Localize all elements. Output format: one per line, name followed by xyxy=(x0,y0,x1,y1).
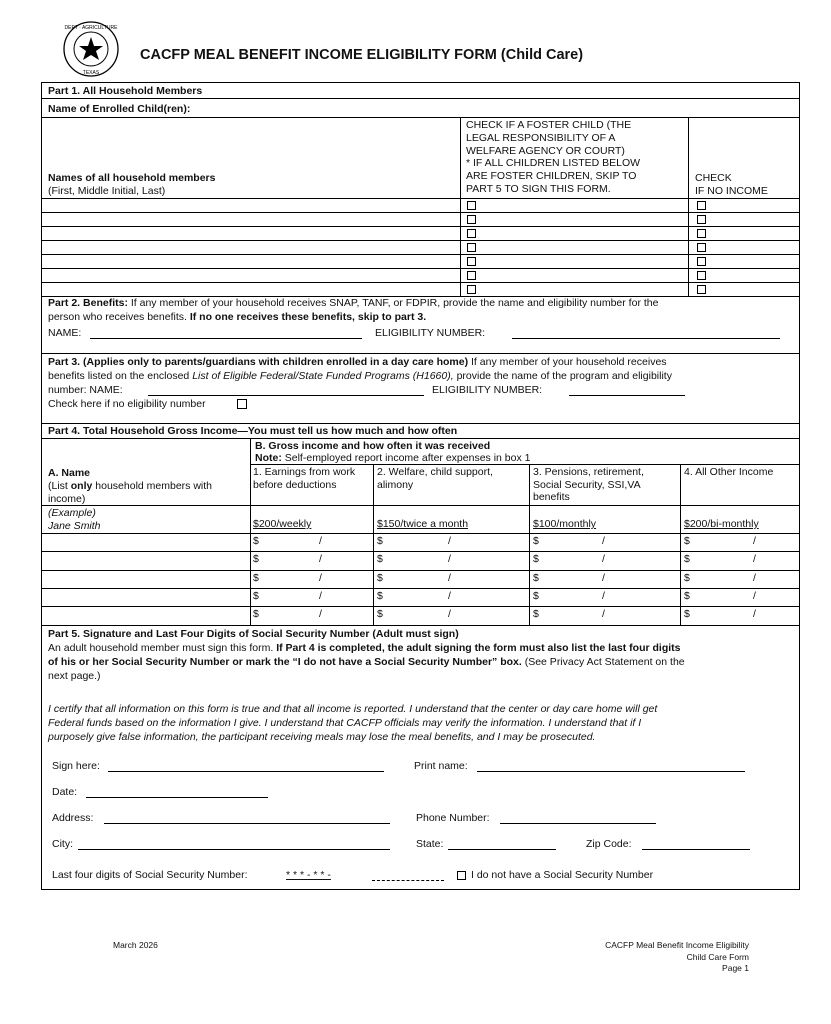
income-a-sub1: (List only household members with xyxy=(48,480,213,492)
income-row-2-col-3-dollar: $ xyxy=(533,553,539,565)
income-row-4-col-1-dollar: $ xyxy=(253,590,259,602)
no-income-checkbox-5[interactable] xyxy=(697,257,706,266)
example-label: (Example) xyxy=(48,507,96,519)
no-income-checkbox-2[interactable] xyxy=(697,215,706,224)
income-row-5-col-3-slash: / xyxy=(602,608,605,620)
income-a-name-heading: A. Name xyxy=(48,467,91,479)
income-row-1-col-3-dollar: $ xyxy=(533,535,539,547)
state-field[interactable] xyxy=(448,849,556,850)
certification-line-3: purposely give false information, the participant receiving meals may lose the meal benefits, and I may be prosecuted. xyxy=(48,731,596,743)
zip-field[interactable] xyxy=(642,849,750,850)
foster-checkbox-3[interactable] xyxy=(467,229,476,238)
no-income-checkbox-4[interactable] xyxy=(697,243,706,252)
part3-no-elig-label: Check here if no eligibility number xyxy=(48,398,206,410)
part4-heading: Part 4. Total Household Gross Income—You must tell us how much and how often xyxy=(48,425,458,437)
footer-date: March 2026 xyxy=(113,940,158,950)
foster-checkbox-6[interactable] xyxy=(467,271,476,280)
income-row-1-col-4-dollar: $ xyxy=(684,535,690,547)
part1-heading: Part 1. All Household Members xyxy=(48,85,203,97)
certification-line-2: Federal funds based on the information I give. I understand that CACFP officials may verify the information. I understand that if I xyxy=(48,717,642,729)
signature-field[interactable] xyxy=(108,771,384,772)
part2-line1: Part 2. Benefits: If any member of your household receives SNAP, TANF, or FDPIR, provide the name and eligibility number for the xyxy=(48,297,659,309)
svg-text:TEXAS: TEXAS xyxy=(82,70,100,76)
income-row-2-col-2-slash: / xyxy=(448,553,451,565)
phone-label: Phone Number: xyxy=(416,812,490,824)
city-field[interactable] xyxy=(78,849,390,850)
income-row-1-col-2-dollar: $ xyxy=(377,535,383,547)
income-row-3-col-1-slash: / xyxy=(319,572,322,584)
income-row-4-col-4-slash: / xyxy=(753,590,756,602)
income-row-4-col-3-dollar: $ xyxy=(533,590,539,602)
texas-agriculture-seal-icon xyxy=(62,20,120,78)
foster-checkbox-4[interactable] xyxy=(467,243,476,252)
no-income-checkbox-6[interactable] xyxy=(697,271,706,280)
income-row-1-col-2-slash: / xyxy=(448,535,451,547)
part5-heading: Part 5. Signature and Last Four Digits of Social Security Number (Adult must sign) xyxy=(48,628,459,640)
income-row-1-col-1-slash: / xyxy=(319,535,322,547)
income-row-5-col-3-dollar: $ xyxy=(533,608,539,620)
foster-checkbox-7[interactable] xyxy=(467,285,476,294)
income-row-3-col-4-dollar: $ xyxy=(684,572,690,584)
income-row-4-col-4-dollar: $ xyxy=(684,590,690,602)
income-row-3-col-2-slash: / xyxy=(448,572,451,584)
no-income-header: CHECK IF NO INCOME xyxy=(695,172,768,197)
income-row-3-col-3-dollar: $ xyxy=(533,572,539,584)
example-welfare: $150/twice a month xyxy=(377,518,469,530)
part3-line1: Part 3. (Applies only to parents/guardians with children enrolled in a day care home) If any member of your household receives xyxy=(48,356,667,368)
part5-line1: An adult household member must sign this form. If Part 4 is completed, the adult signing the form must also list the last four digits xyxy=(48,642,681,654)
part3-line2: benefits listed on the enclosed List of Eligible Federal/State Funded Programs (H1660), provide the name of the program and eligibility xyxy=(48,370,672,382)
example-pension: $100/monthly xyxy=(533,518,597,530)
income-row-2-col-3-slash: / xyxy=(602,553,605,565)
income-row-2-col-4-dollar: $ xyxy=(684,553,690,565)
foster-child-instructions: CHECK IF A FOSTER CHILD (THE LEGAL RESPONSIBILITY OF A WELFARE AGENCY OR COURT) * IF ALL CHILDREN LISTED BELOW ARE FOSTER CHILDREN, SKIP TO PART 5 TO SIGN THIS FORM. xyxy=(466,119,641,195)
part3-elig-field[interactable] xyxy=(569,395,685,396)
foster-checkbox-5[interactable] xyxy=(467,257,476,266)
example-earnings: $200/weekly xyxy=(253,518,312,530)
date-field[interactable] xyxy=(86,797,268,798)
income-row-5-col-1-dollar: $ xyxy=(253,608,259,620)
household-names-sub: (First, Middle Initial, Last) xyxy=(48,185,166,197)
income-row-5-col-2-slash: / xyxy=(448,608,451,620)
no-income-checkbox-7[interactable] xyxy=(697,285,706,294)
part2-elig-field[interactable] xyxy=(512,338,780,339)
income-row-5-col-1-slash: / xyxy=(319,608,322,620)
income-row-2-col-1-slash: / xyxy=(319,553,322,565)
no-ssn-label: I do not have a Social Security Number xyxy=(471,869,654,881)
ssn-mask: * * * - * * - xyxy=(286,869,331,881)
example-other: $200/bi-monthly xyxy=(684,518,759,530)
certification-line-1: I certify that all information on this form is true and that all income is reported. I understand that the center or day care home will get xyxy=(48,703,658,715)
part3-name-field[interactable] xyxy=(148,395,424,396)
income-b-heading: B. Gross income and how often it was received xyxy=(255,440,491,452)
foster-checkbox-1[interactable] xyxy=(467,201,476,210)
footer-form-info: CACFP Meal Benefit Income Eligibility Child Care Form Page 1 xyxy=(605,940,749,973)
income-row-4-col-1-slash: / xyxy=(319,590,322,602)
eligibility-form xyxy=(41,82,800,890)
income-row-3-col-3-slash: / xyxy=(602,572,605,584)
part3-name-label: number: NAME: xyxy=(48,384,123,396)
no-income-checkbox-3[interactable] xyxy=(697,229,706,238)
household-names-heading: Names of all household members xyxy=(48,172,216,184)
col3-header: 3. Pensions, retirement, Social Security, SSI,VA benefits xyxy=(533,466,644,503)
income-row-2-col-4-slash: / xyxy=(753,553,756,565)
print-name-label: Print name: xyxy=(414,760,468,772)
part5-line3: next page.) xyxy=(48,670,101,682)
example-name: Jane Smith xyxy=(48,520,101,532)
sign-label: Sign here: xyxy=(52,760,100,772)
print-name-field[interactable] xyxy=(477,771,745,772)
zip-label: Zip Code: xyxy=(586,838,632,850)
income-row-5-col-4-slash: / xyxy=(753,608,756,620)
svg-text:DEPT · AGRICULTURE: DEPT · AGRICULTURE xyxy=(64,25,118,31)
foster-checkbox-2[interactable] xyxy=(467,215,476,224)
form-title: CACFP MEAL BENEFIT INCOME ELIGIBILITY FORM (Child Care) xyxy=(140,47,584,63)
income-row-3-col-4-slash: / xyxy=(753,572,756,584)
address-label: Address: xyxy=(52,812,94,824)
income-row-3-col-2-dollar: $ xyxy=(377,572,383,584)
income-row-1-col-4-slash: / xyxy=(753,535,756,547)
enrolled-children-label: Name of Enrolled Child(ren): xyxy=(48,103,191,115)
ssn-label: Last four digits of Social Security Number: xyxy=(52,869,248,881)
income-row-1-col-1-dollar: $ xyxy=(253,535,259,547)
state-label: State: xyxy=(416,838,444,850)
income-row-4-col-2-dollar: $ xyxy=(377,590,383,602)
income-a-sub2: income) xyxy=(48,493,86,505)
col1-header: 1. Earnings from work before deductions xyxy=(253,466,356,491)
income-row-5-col-4-dollar: $ xyxy=(684,608,690,620)
part2-name-label: NAME: xyxy=(48,327,82,339)
part2-name-field[interactable] xyxy=(90,338,362,339)
ssn-last-four-field[interactable] xyxy=(372,880,444,881)
part2-line2: person who receives benefits. If no one receives these benefits, skip to part 3. xyxy=(48,311,427,323)
income-row-2-col-2-dollar: $ xyxy=(377,553,383,565)
no-ssn-checkbox[interactable] xyxy=(457,871,466,880)
part5-line2: of his or her Social Security Number or mark the “I do not have a Social Security Number” box. (See Privacy Act Statement on the xyxy=(48,656,685,668)
income-row-1-col-3-slash: / xyxy=(602,535,605,547)
col2-header: 2. Welfare, child support, alimony xyxy=(377,466,493,491)
income-row-4-col-2-slash: / xyxy=(448,590,451,602)
address-field[interactable] xyxy=(104,823,390,824)
phone-field[interactable] xyxy=(500,823,656,824)
income-row-2-col-1-dollar: $ xyxy=(253,553,259,565)
income-row-3-col-1-dollar: $ xyxy=(253,572,259,584)
income-row-5-col-2-dollar: $ xyxy=(377,608,383,620)
no-income-checkbox-1[interactable] xyxy=(697,201,706,210)
date-label: Date: xyxy=(52,786,78,798)
part2-elig-label: ELIGIBILITY NUMBER: xyxy=(375,327,486,339)
income-note: Note: Self-employed report income after expenses in box 1 xyxy=(255,452,531,464)
col4-header: 4. All Other Income xyxy=(684,466,774,478)
city-label: City: xyxy=(52,838,73,850)
no-eligibility-checkbox[interactable] xyxy=(237,399,247,409)
part3-elig-label: ELIGIBILITY NUMBER: xyxy=(432,384,543,396)
income-row-4-col-3-slash: / xyxy=(602,590,605,602)
